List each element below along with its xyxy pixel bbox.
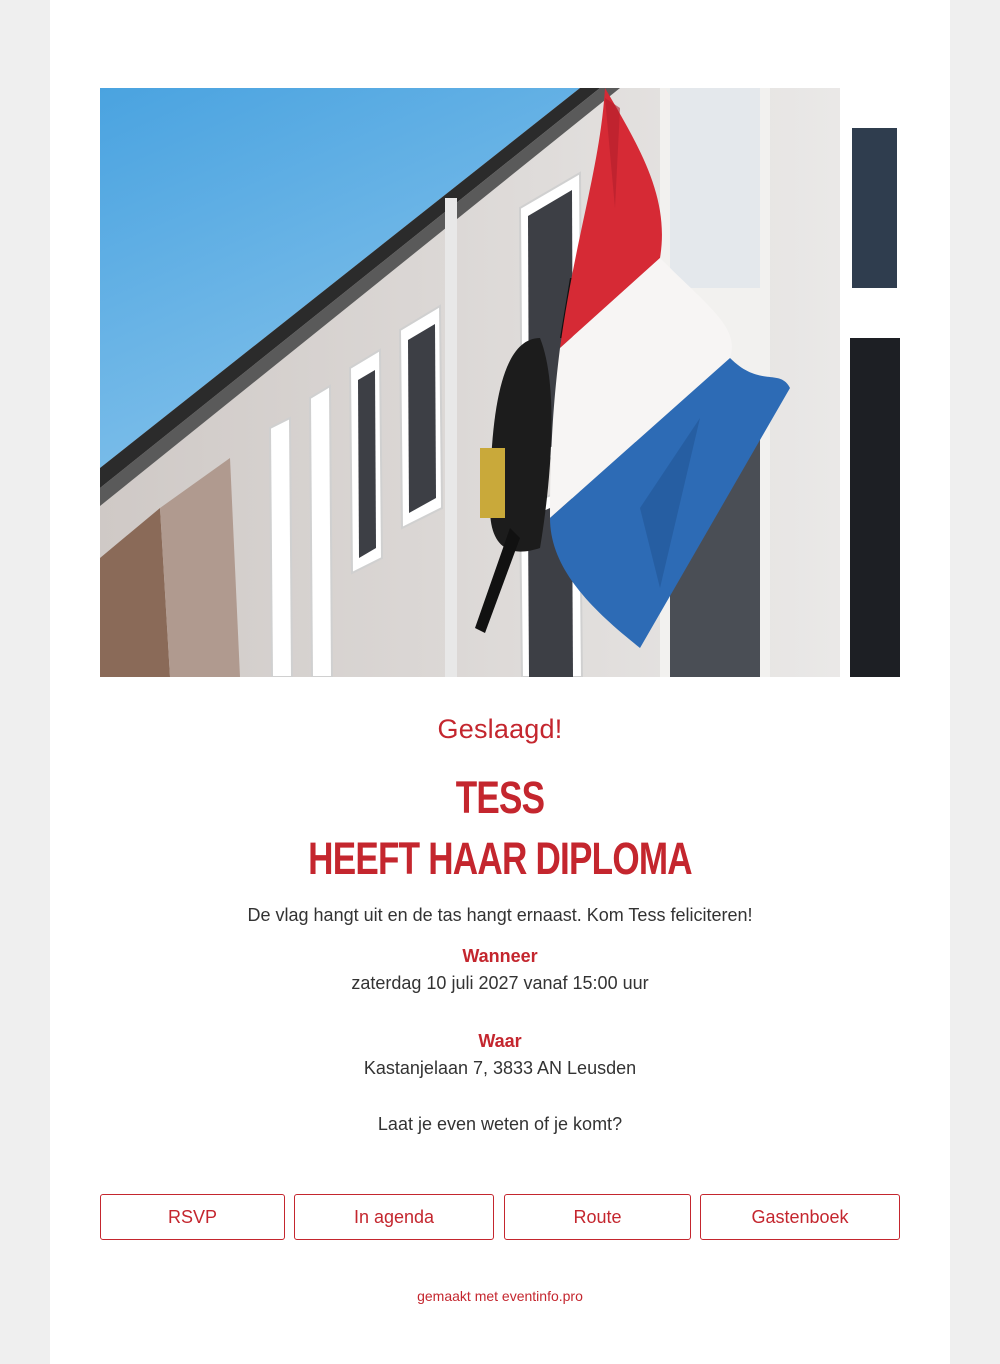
guestbook-button[interactable]: Gastenboek (700, 1194, 900, 1240)
headline-diploma: HEEFT HAAR DIPLOMA (308, 833, 692, 884)
flag-and-backpack-photo (100, 88, 900, 677)
add-to-agenda-button[interactable]: In agenda (294, 1194, 494, 1240)
invitation-card (50, 0, 950, 1364)
when-value: zaterdag 10 juli 2027 vanaf 15:00 uur (351, 973, 649, 993)
where-label: Waar (478, 1031, 522, 1051)
hero-photo (100, 88, 900, 677)
where-value: Kastanjelaan 7, 3833 AN Leusden (363, 1058, 637, 1078)
rsvp-button[interactable]: RSVP (100, 1194, 285, 1240)
intro-text: De vlag hangt uit en de tas hangt ernaast. Kom Tess feliciteren! (247, 905, 753, 925)
route-button[interactable]: Route (504, 1194, 691, 1240)
headline-name: TESS (455, 772, 545, 823)
rsvp-question: Laat je even weten of je komt? (377, 1114, 623, 1134)
when-label: Wanneer (462, 946, 538, 966)
footer-credit-link[interactable]: gemaakt met eventinfo.pro (417, 1288, 583, 1304)
kicker-text: Geslaagd! (437, 714, 563, 744)
